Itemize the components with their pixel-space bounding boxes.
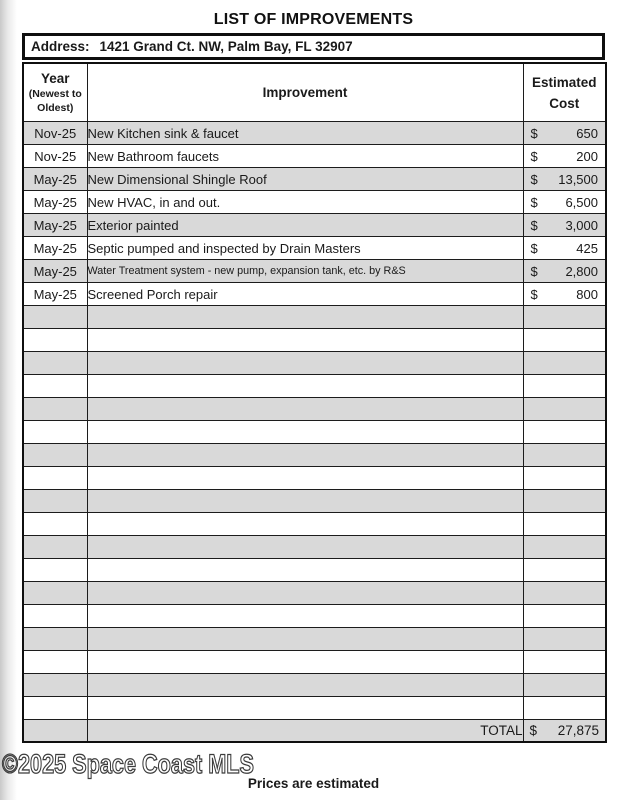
- total-cost-cell: [523, 720, 606, 743]
- year-header-sub1: (Newest to: [28, 88, 82, 100]
- footer-note: Prices are estimated: [247, 776, 380, 791]
- improvement-cell: New Bathroom faucets: [87, 145, 523, 168]
- year-cell: [23, 444, 87, 467]
- currency-symbol: $: [530, 171, 538, 187]
- improvement-cell: Septic pumped and inspected by Drain Masters: [87, 237, 523, 260]
- address-label: Address:: [31, 39, 90, 54]
- cost-header-line1: Estimated: [531, 74, 597, 90]
- amount-value: 800: [576, 286, 598, 302]
- improvement-cell: New Dimensional Shingle Roof: [87, 168, 523, 191]
- year-cell: [23, 513, 87, 536]
- currency-symbol: $: [530, 148, 538, 164]
- improvements-table: [22, 62, 607, 743]
- cost-cell: [523, 168, 606, 191]
- table-row: [23, 260, 606, 283]
- currency-symbol: $: [530, 125, 538, 141]
- amount-value: 3,000: [565, 217, 598, 233]
- cost-cell: [523, 467, 606, 490]
- improvement-cell: New Kitchen sink & faucet: [87, 122, 523, 145]
- cost-cell: [523, 306, 606, 329]
- year-cell: [23, 490, 87, 513]
- empty-row: [23, 329, 606, 352]
- improvement-cell: [87, 421, 523, 444]
- cost-cell: [523, 513, 606, 536]
- year-cell: May-25: [23, 168, 87, 191]
- year-cell: [23, 605, 87, 628]
- improvement-cell: Screened Porch repair: [87, 283, 523, 306]
- year-cell: [23, 421, 87, 444]
- empty-row: [23, 352, 606, 375]
- cost-cell: [523, 651, 606, 674]
- year-cell: [23, 651, 87, 674]
- improvement-cell: Exterior painted: [87, 214, 523, 237]
- empty-row: [23, 444, 606, 467]
- empty-row: [23, 559, 606, 582]
- cost-cell: [523, 674, 606, 697]
- year-cell: [23, 352, 87, 375]
- improvement-cell: [87, 490, 523, 513]
- cost-cell: [523, 444, 606, 467]
- year-cell: [23, 628, 87, 651]
- cost-cell: [523, 260, 606, 283]
- amount-value: 13,500: [558, 171, 598, 187]
- year-cell: [23, 306, 87, 329]
- year-cell: [23, 467, 87, 490]
- year-header-sub2: Oldest): [37, 102, 74, 114]
- improvement-cell: [87, 674, 523, 697]
- improvement-cell: New HVAC, in and out.: [87, 191, 523, 214]
- amount-value: 650: [576, 125, 598, 141]
- table-row: [23, 168, 606, 191]
- year-cell: May-25: [23, 237, 87, 260]
- year-cell: May-25: [23, 214, 87, 237]
- empty-row: [23, 582, 606, 605]
- improvement-cell: Water Treatment system - new pump, expansion tank, etc. by R&S: [87, 260, 523, 283]
- improvement-cell: [87, 306, 523, 329]
- page-title: LIST OF IMPROVEMENTS: [213, 11, 414, 28]
- cost-cell: [523, 421, 606, 444]
- year-cell: Nov-25: [23, 122, 87, 145]
- improvement-cell: [87, 605, 523, 628]
- year-cell: Nov-25: [23, 145, 87, 168]
- cost-header-line2: Cost: [549, 95, 580, 111]
- cost-cell: [523, 237, 606, 260]
- cost-cell: [523, 329, 606, 352]
- amount-value: 200: [576, 148, 598, 164]
- empty-row: [23, 306, 606, 329]
- empty-row: [23, 467, 606, 490]
- year-cell: [23, 536, 87, 559]
- cost-cell: [523, 490, 606, 513]
- improvement-cell: [87, 375, 523, 398]
- currency-symbol: $: [530, 286, 538, 302]
- amount-value: 6,500: [565, 194, 598, 210]
- empty-row: [23, 536, 606, 559]
- currency-symbol: $: [530, 194, 538, 210]
- year-cell: [23, 375, 87, 398]
- year-cell: [23, 398, 87, 421]
- column-header-improvement: Improvement: [87, 63, 523, 122]
- improvement-cell: [87, 444, 523, 467]
- currency-symbol: $: [530, 217, 538, 233]
- year-cell: [23, 329, 87, 352]
- improvement-cell: [87, 536, 523, 559]
- table-row: [23, 191, 606, 214]
- year-cell: [23, 697, 87, 720]
- empty-row: [23, 513, 606, 536]
- table-row: [23, 283, 606, 306]
- improvement-cell: [87, 398, 523, 421]
- total-year-cell: [23, 720, 87, 743]
- cost-cell: [523, 536, 606, 559]
- empty-row: [23, 674, 606, 697]
- year-cell: [23, 582, 87, 605]
- improvements-body: [23, 122, 606, 720]
- address-bar: [22, 33, 605, 60]
- cost-cell: [523, 697, 606, 720]
- amount-value: 425: [576, 240, 598, 256]
- year-cell: [23, 674, 87, 697]
- empty-row: [23, 490, 606, 513]
- empty-row: [23, 421, 606, 444]
- improvement-cell: [87, 651, 523, 674]
- cost-cell: [523, 145, 606, 168]
- empty-row: [23, 375, 606, 398]
- address-value: 1421 Grand Ct. NW, Palm Bay, FL 32907: [99, 39, 353, 54]
- total-currency-symbol: $: [529, 723, 538, 738]
- improvement-cell: [87, 559, 523, 582]
- cost-cell: [523, 398, 606, 421]
- table-row: [23, 237, 606, 260]
- year-cell: May-25: [23, 283, 87, 306]
- column-header-year: [23, 63, 87, 122]
- improvement-cell: [87, 628, 523, 651]
- improvement-cell: [87, 513, 523, 536]
- cost-cell: [523, 628, 606, 651]
- scan-edge-artifact: [0, 0, 17, 800]
- table-row: [23, 214, 606, 237]
- currency-symbol: $: [530, 263, 538, 279]
- document-sheet: [22, 10, 605, 743]
- empty-row: [23, 628, 606, 651]
- empty-row: [23, 697, 606, 720]
- table-row: [23, 145, 606, 168]
- total-label: TOTAL: [87, 720, 523, 743]
- header-row: [23, 63, 606, 122]
- currency-symbol: $: [530, 240, 538, 256]
- improvement-cell: [87, 697, 523, 720]
- improvement-cell: [87, 329, 523, 352]
- cost-cell: [523, 375, 606, 398]
- improvement-cell: [87, 467, 523, 490]
- improvement-cell: [87, 352, 523, 375]
- cost-cell: [523, 559, 606, 582]
- total-amount-value: 27,875: [557, 723, 599, 738]
- cost-cell: [523, 582, 606, 605]
- cost-cell: [523, 352, 606, 375]
- cost-cell: [523, 283, 606, 306]
- mls-watermark-text: ©2025 Space Coast MLS: [2, 749, 254, 779]
- empty-row: [23, 651, 606, 674]
- amount-value: 2,800: [565, 263, 598, 279]
- cost-cell: [523, 122, 606, 145]
- table-row: [23, 122, 606, 145]
- cost-cell: [523, 605, 606, 628]
- cost-cell: [523, 214, 606, 237]
- year-cell: May-25: [23, 191, 87, 214]
- year-cell: [23, 559, 87, 582]
- total-row: [23, 720, 606, 743]
- year-cell: May-25: [23, 260, 87, 283]
- year-header-title: Year: [40, 71, 70, 86]
- empty-row: [23, 605, 606, 628]
- empty-row: [23, 398, 606, 421]
- cost-cell: [523, 191, 606, 214]
- column-header-cost: [523, 63, 606, 122]
- improvement-cell: [87, 582, 523, 605]
